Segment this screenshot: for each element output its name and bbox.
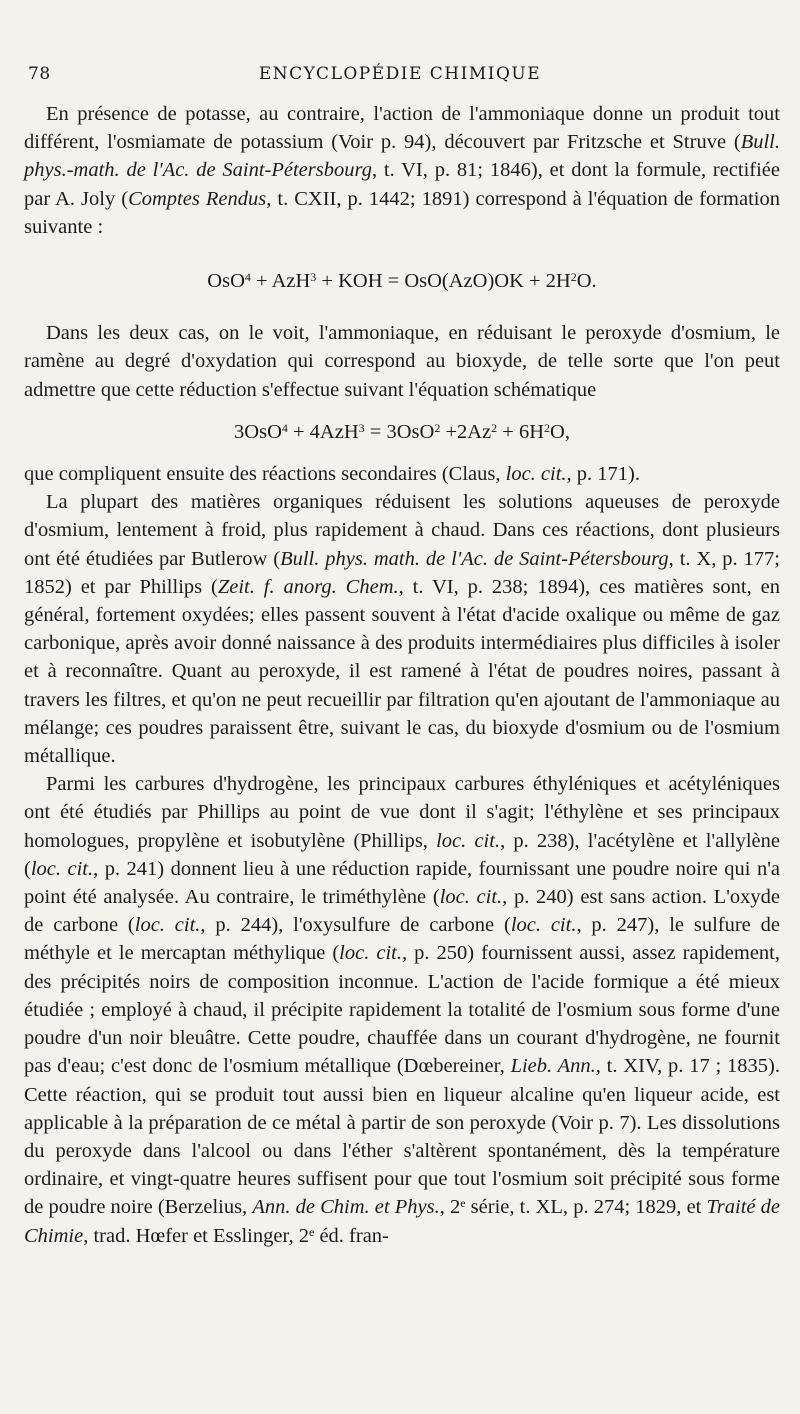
paragraph-reduction: Dans les deux cas, on le voit, l'ammoniaque, en réduisant le peroxyde d'osmium, le ramène au degré d'oxydation qui correspond au bioxyde, de telle sorte que l'on peut admettre que cette réduction s'effectue suivant l'équation schématique [24, 322, 780, 401]
paragraph-secondary-reactions: que compliquent ensuite des réactions secondaires (Claus, loc. cit., p. 171). [24, 463, 640, 486]
page-body [24, 100, 780, 1250]
paragraph-hydrocarbons: Parmi les carbures d'hydrogène, les principaux carbures éthyléniques et acétyléniques ont été étudiés par Phillips au point de vue dont il s'agit; l'éthylène et ses principaux homologues, propylène et isobutylène (Phillips, loc. cit., p. 238), l'acétylène et l'allylène (loc. cit., p. 241) donnent lieu à une réduction rapide, fournissant une poudre noire qui n'a point été analysée. Au contraire, le triméthylène (loc. cit., p. 240) est sans action. L'oxyde de carbone (loc. cit., p. 244), l'oxysulfure de carbone (loc. cit., p. 247), le sulfure de méthyle et le mercaptan méthylique (loc. cit., p. 250) fournissent aussi, assez rapidement, des précipités noirs de composition inconnue. L'action de l'acide formique a été mieux étudiée ; employé à chaud, il précipite rapidement la totalité de l'osmium sous forme d'une poudre d'un noir bleuâtre. Cette poudre, chauffée dans un courant d'hydrogène, ne fournit pas d'eau; c'est donc de l'osmium métallique (Dœbereiner, Lieb. Ann., t. XIV, p. 17 ; 1835). Cette réaction, qui se produit tout aussi bien en liqueur alcaline qu'en liqueur acide, est applicable à la préparation de ce métal à partir de son peroxyde (Voir p. 7). Les dissolutions du peroxyde dans l'alcool ou dans l'éther s'altèrent spontanément, dès la température ordinaire, et vingt-quatre heures suffisent pour que tout l'osmium soit précipité sous forme de poudre noire (Berzelius, Ann. de Chim. et Phys., 2e série, t. XL, p. 274; 1829, et Traité de Chimie, trad. Hœfer et Esslinger, 2e éd. fran- [24, 773, 781, 1247]
page-header [28, 64, 772, 90]
equation-schematic: $3OsO^4 + 4AzH^3 = 3OsO^2 +2Az^2 + 6H^2O$, [234, 420, 570, 443]
paragraph-organic-matter: La plupart des matières organiques réduisent les solutions aqueuses de peroxyde d'osmium, lentement à froid, plus rapidement à chaud. Dans ces réactions, dont plusieurs ont été étudiées par Butlerow (Bull. phys. math. de l'Ac. de Saint-Pétersbourg, t. X, p. 177; 1852) et par Phillips (Zeit. f. anorg. Chem., t. VI, p. 238; 1894), ces matières sont, en général, fortement oxydées; elles passent souvent à l'état d'acide oxalique ou même de gaz carbonique, après avoir donné naissance à des produits intermédiaires plus difficiles à isoler et à reconnaître. Quant au peroxyde, il est ramené à l'état de poudres noires, passant à travers les filtres, et qu'on ne peut recueillir par filtration qu'en ajoutant de l'ammoniaque au mélange; ces poudres paraissent être, suivant le cas, du bioxyde d'osmium ou de l'osmium métallique. [24, 491, 780, 768]
citation-title: Bull. phys.-math. de l'Ac. de Saint-Pétersbourg [24, 131, 780, 182]
equation-osmiamate: OsO$^4$ + AzH$^3$ + KOH = $OsO(AzO)OK + 2H^2O$. [207, 270, 597, 293]
paragraph-potasse: En présence de potasse, au contraire, l'action de l'ammoniaque donne un produit tout différent, l'osmiamate de potassium (Voir p. 94), découvert par Fritzsche et Struve (Bull. phys.-math. de l'Ac. de Saint-Pétersbourg, t. VI, p. 81; 1846), et dont la formule, rectifiée par A. Joly (Comptes Rendus, t. CXII, p. 1442; 1891) correspond à l'équation de formation suivante : [24, 103, 781, 238]
citation-title: Comptes Rendus [128, 187, 267, 210]
page-number: 78 [28, 64, 51, 84]
running-title: ENCYCLOPÉDIE CHIMIQUE [258, 64, 542, 84]
